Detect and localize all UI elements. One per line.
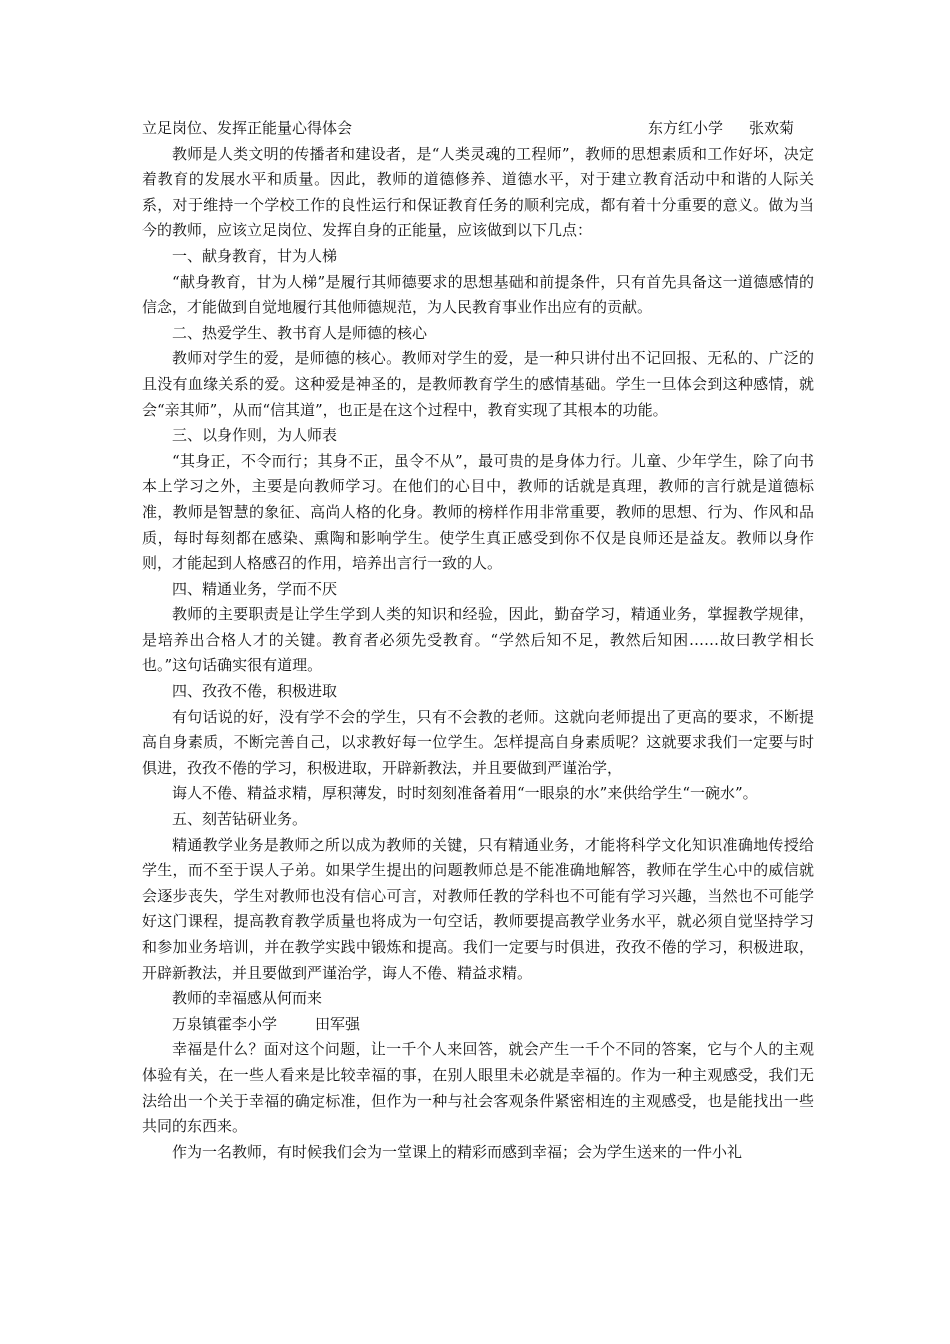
section-3-paragraph: “其身正，不令而行；其身不正，虽令不从”，最可贵的是身体力行。儿童、少年学生，除了向书本上学习之外，主要是向教师学习。在他们的心目中，教师的话就是真理，教师的言行就是道德标准，教师是智慧的象征、高尚人格的化身。教师的榜样作用非常重要，教师的思想、行为、作风和品质，每时每刻都在感染、熏陶和影响学生。使学生真正感受到你不仅是良师还是益友。教师以身作则，才能起到人格感召的作用，培养出言行一致的人。 <box>142 451 814 573</box>
article2-byline <box>142 1012 814 1038</box>
article1-title-line <box>142 116 814 142</box>
article1-byline <box>648 116 814 142</box>
article1-title: 立足岗位、发挥正能量心得体会 <box>142 119 353 137</box>
section-5-paragraph-1: 有句话说的好，没有学不会的学生，只有不会教的老师。这就向老师提出了更高的要求，不断提高自身素质，不断完善自己，以求教好每一位学生。怎样提高自身素质呢？这就要求我们一定要与时俱进，孜孜不倦的学习，积极进取，开辟新教法，并且要做到严谨治学， <box>142 707 814 777</box>
section-5-paragraph-2: 诲人不倦、精益求精，厚积薄发，时时刻刻准备着用“一眼泉的水”来供给学生“一碗水”。 <box>172 784 758 803</box>
article2-paragraph-2: 作为一名教师，有时候我们会为一堂课上的精彩而感到幸福；会为学生送来的一件小礼 <box>172 1142 743 1161</box>
article2-paragraph-1: 幸福是什么？面对这个问题，让一千个人来回答，就会产生一千个不同的答案，它与个人的主观体验有关，在一些人看来是比较幸福的事，在别人眼里未必就是幸福的。作为一种主观感受，我们无法给出一个关于幸福的确定标准，但作为一种与社会客观条件紧密相连的主观感受，也是能找出一些共同的东西来。 <box>142 1040 814 1136</box>
article1-school: 东方红小学 <box>647 119 723 137</box>
section-4-paragraph: 教师的主要职责是让学生学到人类的知识和经验，因此，勤奋学习，精通业务，掌握教学规律，是培养出合格人才的关键。教育者必须先受教育。“学然后知不足，教然后知困……故曰教学相长也。”这句话确实很有道理。 <box>142 605 814 675</box>
section-6-paragraph: 精通教学业务是教师之所以成为教师的关键，只有精通业务，才能将科学文化知识准确地传授给学生，而不至于误人子弟。如果学生提出的问题教师总是不能准确地解答，教师在学生心中的威信就会逐步丧失，学生对教师也没有信心可言，对教师任教的学科也不可能有学习兴趣，当然也不可能学好这门课程，提高教育教学质量也将成为一句空话，教师要提高教学业务水平，就必须自觉坚持学习和参加业务培训，并在教学实践中锻炼和提高。我们一定要与时俱进，孜孜不倦的学习，积极进取，开辟新教法，并且要做到严谨治学，诲人不倦、精益求精。 <box>142 835 814 982</box>
section-2-paragraph: 教师对学生的爱，是师德的核心。教师对学生的爱，是一种只讲付出不记回报、无私的、广泛的且没有血缘关系的爱。这种爱是神圣的，是教师教育学生的感情基础。学生一旦体会到这种感情，就会“亲其师”，从而“信其道”，也正是在这个过程中，教育实现了其根本的功能。 <box>142 349 814 419</box>
article2-title: 教师的幸福感从何而来 <box>172 989 323 1008</box>
section-4-heading: 四、精通业务，学而不厌 <box>172 579 338 598</box>
article1-author: 张欢菊 <box>748 119 794 137</box>
section-5-heading: 四、孜孜不倦，积极进取 <box>172 682 338 701</box>
article2-author: 田军强 <box>315 1014 361 1033</box>
section-1-heading: 一、献身教育，甘为人梯 <box>172 246 338 265</box>
article2-school: 万泉镇霍李小学 <box>172 1014 278 1033</box>
article1-intro: 教师是人类文明的传播者和建设者，是“人类灵魂的工程师”，教师的思想素质和工作好坏，决定着教育的发展水平和质量。因此，教师的道德修养、道德水平，对于建立教育活动中和谐的人际关系，对于维持一个学校工作的良性运行和保证教育任务的顺利完成，都有着十分重要的意义。做为当今的教师，应该立足岗位、发挥自身的正能量，应该做到以下几点： <box>142 144 814 240</box>
document-page <box>142 116 814 1165</box>
section-6-heading: 五、刻苦钻研业务。 <box>172 810 308 829</box>
section-3-heading: 三、以身作则，为人师表 <box>172 426 338 445</box>
section-2-heading: 二、热爱学生、教书育人是师德的核心 <box>172 323 428 342</box>
section-1-paragraph: “献身教育，甘为人梯”是履行其师德要求的思想基础和前提条件，只有首先具备这一道德感情的信念，才能做到自觉地履行其他师德规范，为人民教育事业作出应有的贡献。 <box>142 272 814 317</box>
